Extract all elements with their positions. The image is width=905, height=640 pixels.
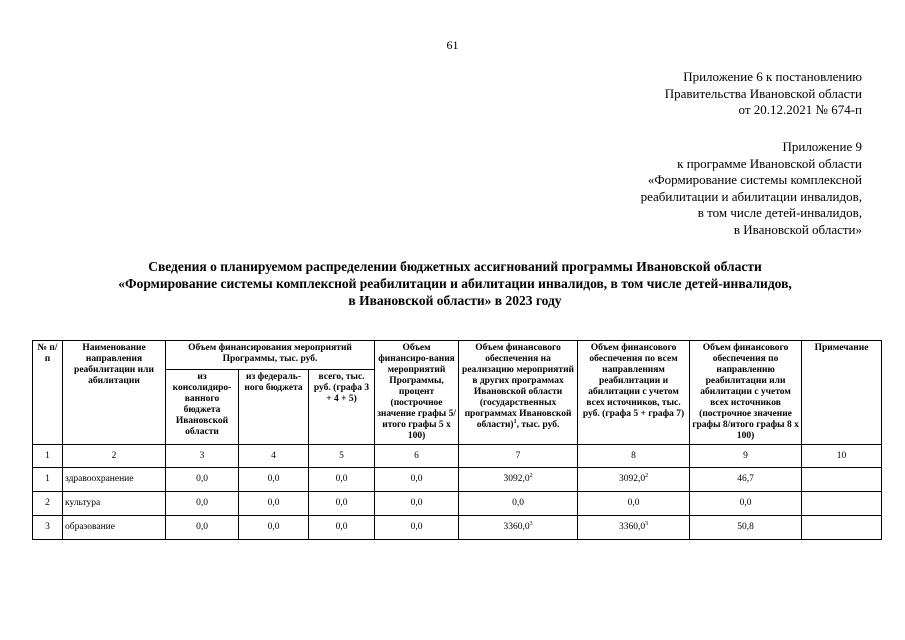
header-other-programs-unit: , тыс. руб.: [516, 420, 560, 430]
row-num: 1: [33, 468, 63, 492]
header-financing-group: Объем финансирования мероприятий Программы, тыс. руб.: [166, 341, 375, 370]
row-name: образование: [63, 516, 166, 540]
cell-per-direction: 0,0: [690, 492, 802, 516]
appendix-6-line: Приложение 6 к постановлению: [683, 69, 862, 84]
cell-all-directions: [578, 492, 690, 516]
appendix-6-line: от 20.12.2021 № 674-п: [738, 102, 862, 117]
header-other-programs: [459, 341, 578, 445]
footnote-mark: 3: [529, 520, 533, 527]
table-row: [33, 516, 882, 540]
column-number: 9: [690, 445, 802, 468]
cell-other-programs: [459, 468, 578, 492]
cell-value: 3360,0: [618, 522, 646, 532]
column-number: 4: [239, 445, 309, 468]
column-number: 1: [33, 445, 63, 468]
cell-consolidated: 0,0: [166, 492, 239, 516]
row-num: 3: [33, 516, 63, 540]
title-line: в Ивановской области» в 2023 году: [348, 293, 562, 308]
cell-note: [802, 492, 882, 516]
cell-percent: 0,0: [375, 468, 459, 492]
header-num: № п/п: [33, 341, 63, 445]
appendix-9-line: «Формирование системы комплексной: [647, 172, 862, 187]
cell-federal: 0,0: [239, 468, 309, 492]
appendix-6-line: Правительства Ивановской области: [664, 85, 862, 101]
cell-percent: 0,0: [375, 492, 459, 516]
appendix-9-line: в Ивановской области»: [733, 221, 862, 237]
cell-other-programs: [459, 516, 578, 540]
cell-federal: 0,0: [239, 492, 309, 516]
row-name: культура: [63, 492, 166, 516]
table-row: [33, 492, 882, 516]
header-from-consolidated: из консолидиро-ванного бюджета Ивановской области: [166, 369, 239, 444]
title-line: «Формирование системы комплексной реабилитации и абилитации инвалидов, в том числе детей-инвалидов,: [118, 276, 792, 291]
footnote-mark: 2: [529, 472, 533, 479]
appendix-9-line: к программе Ивановской области: [677, 155, 862, 171]
column-number: 2: [63, 445, 166, 468]
cell-value: 3092,0: [503, 474, 530, 484]
cell-value: 3360,0: [503, 522, 530, 532]
cell-value: 0,0: [627, 498, 640, 508]
page-number: 61: [446, 38, 459, 52]
column-number: 10: [802, 445, 882, 468]
column-number: 8: [578, 445, 690, 468]
cell-note: [802, 468, 882, 492]
header-volume-financing: Объем финансиро-вания мероприятий Программы, процент (построчное значение графы 5/итого графы 5 x 100): [375, 341, 459, 445]
cell-all-directions: [578, 516, 690, 540]
header-all-directions: Объем финансового обеспечения по всем направлениям реабилитации и абилитации с учетом всех источников, тыс. руб. (графа 5 + графа 7): [578, 341, 690, 445]
appendix-9-header: [641, 139, 862, 238]
footnote-mark: 1: [513, 418, 517, 425]
column-number: 6: [375, 445, 459, 468]
row-num: 2: [33, 492, 63, 516]
budget-table: [32, 340, 882, 540]
cell-per-direction: 46,7: [690, 468, 802, 492]
header-note: Примечание: [802, 341, 882, 445]
row-name: здравоохранение: [63, 468, 166, 492]
cell-consolidated: 0,0: [166, 516, 239, 540]
header-direction: Наименование направления реабилитации или абилитации: [63, 341, 166, 445]
cell-all-directions: [578, 468, 690, 492]
appendix-9-line: в том числе детей-инвалидов,: [697, 205, 862, 220]
column-number: 5: [309, 445, 375, 468]
footnote-mark: 2: [645, 472, 649, 479]
cell-total: 0,0: [309, 492, 375, 516]
cell-percent: 0,0: [375, 516, 459, 540]
appendix-9-line: реабилитации и абилитации инвалидов,: [640, 188, 862, 204]
appendix-9-line: Приложение 9: [782, 139, 862, 154]
table-row: [33, 468, 882, 492]
cell-federal: 0,0: [239, 516, 309, 540]
cell-value: 0,0: [512, 498, 524, 508]
header-other-programs-text: Объем финансового обеспечения на реализацию мероприятий в других программах Ивановской области (государственных программах Ивановской области): [462, 343, 575, 430]
header-from-federal: из федераль-ного бюджета: [239, 369, 309, 444]
cell-value: 3092,0: [618, 474, 646, 484]
cell-note: [802, 516, 882, 540]
document-title: [40, 258, 870, 309]
header-per-direction: Объем финансового обеспечения по направлению реабилитации или абилитации с учетом всех источников (построчное значение графы 8/итого графы 8 x 100): [690, 341, 802, 445]
footnote-mark: 3: [645, 520, 649, 527]
column-number-row: [33, 445, 882, 468]
cell-total: 0,0: [309, 516, 375, 540]
cell-other-programs: [459, 492, 578, 516]
cell-total: 0,0: [309, 468, 375, 492]
header-total: всего, тыс. руб. (графа 3 + 4 + 5): [309, 369, 375, 444]
column-number: 7: [459, 445, 578, 468]
cell-consolidated: 0,0: [166, 468, 239, 492]
appendix-6-header: [665, 69, 862, 119]
column-number: 3: [166, 445, 239, 468]
cell-per-direction: 50,8: [690, 516, 802, 540]
title-line: Сведения о планируемом распределении бюджетных ассигнований программы Ивановской области: [148, 259, 762, 274]
